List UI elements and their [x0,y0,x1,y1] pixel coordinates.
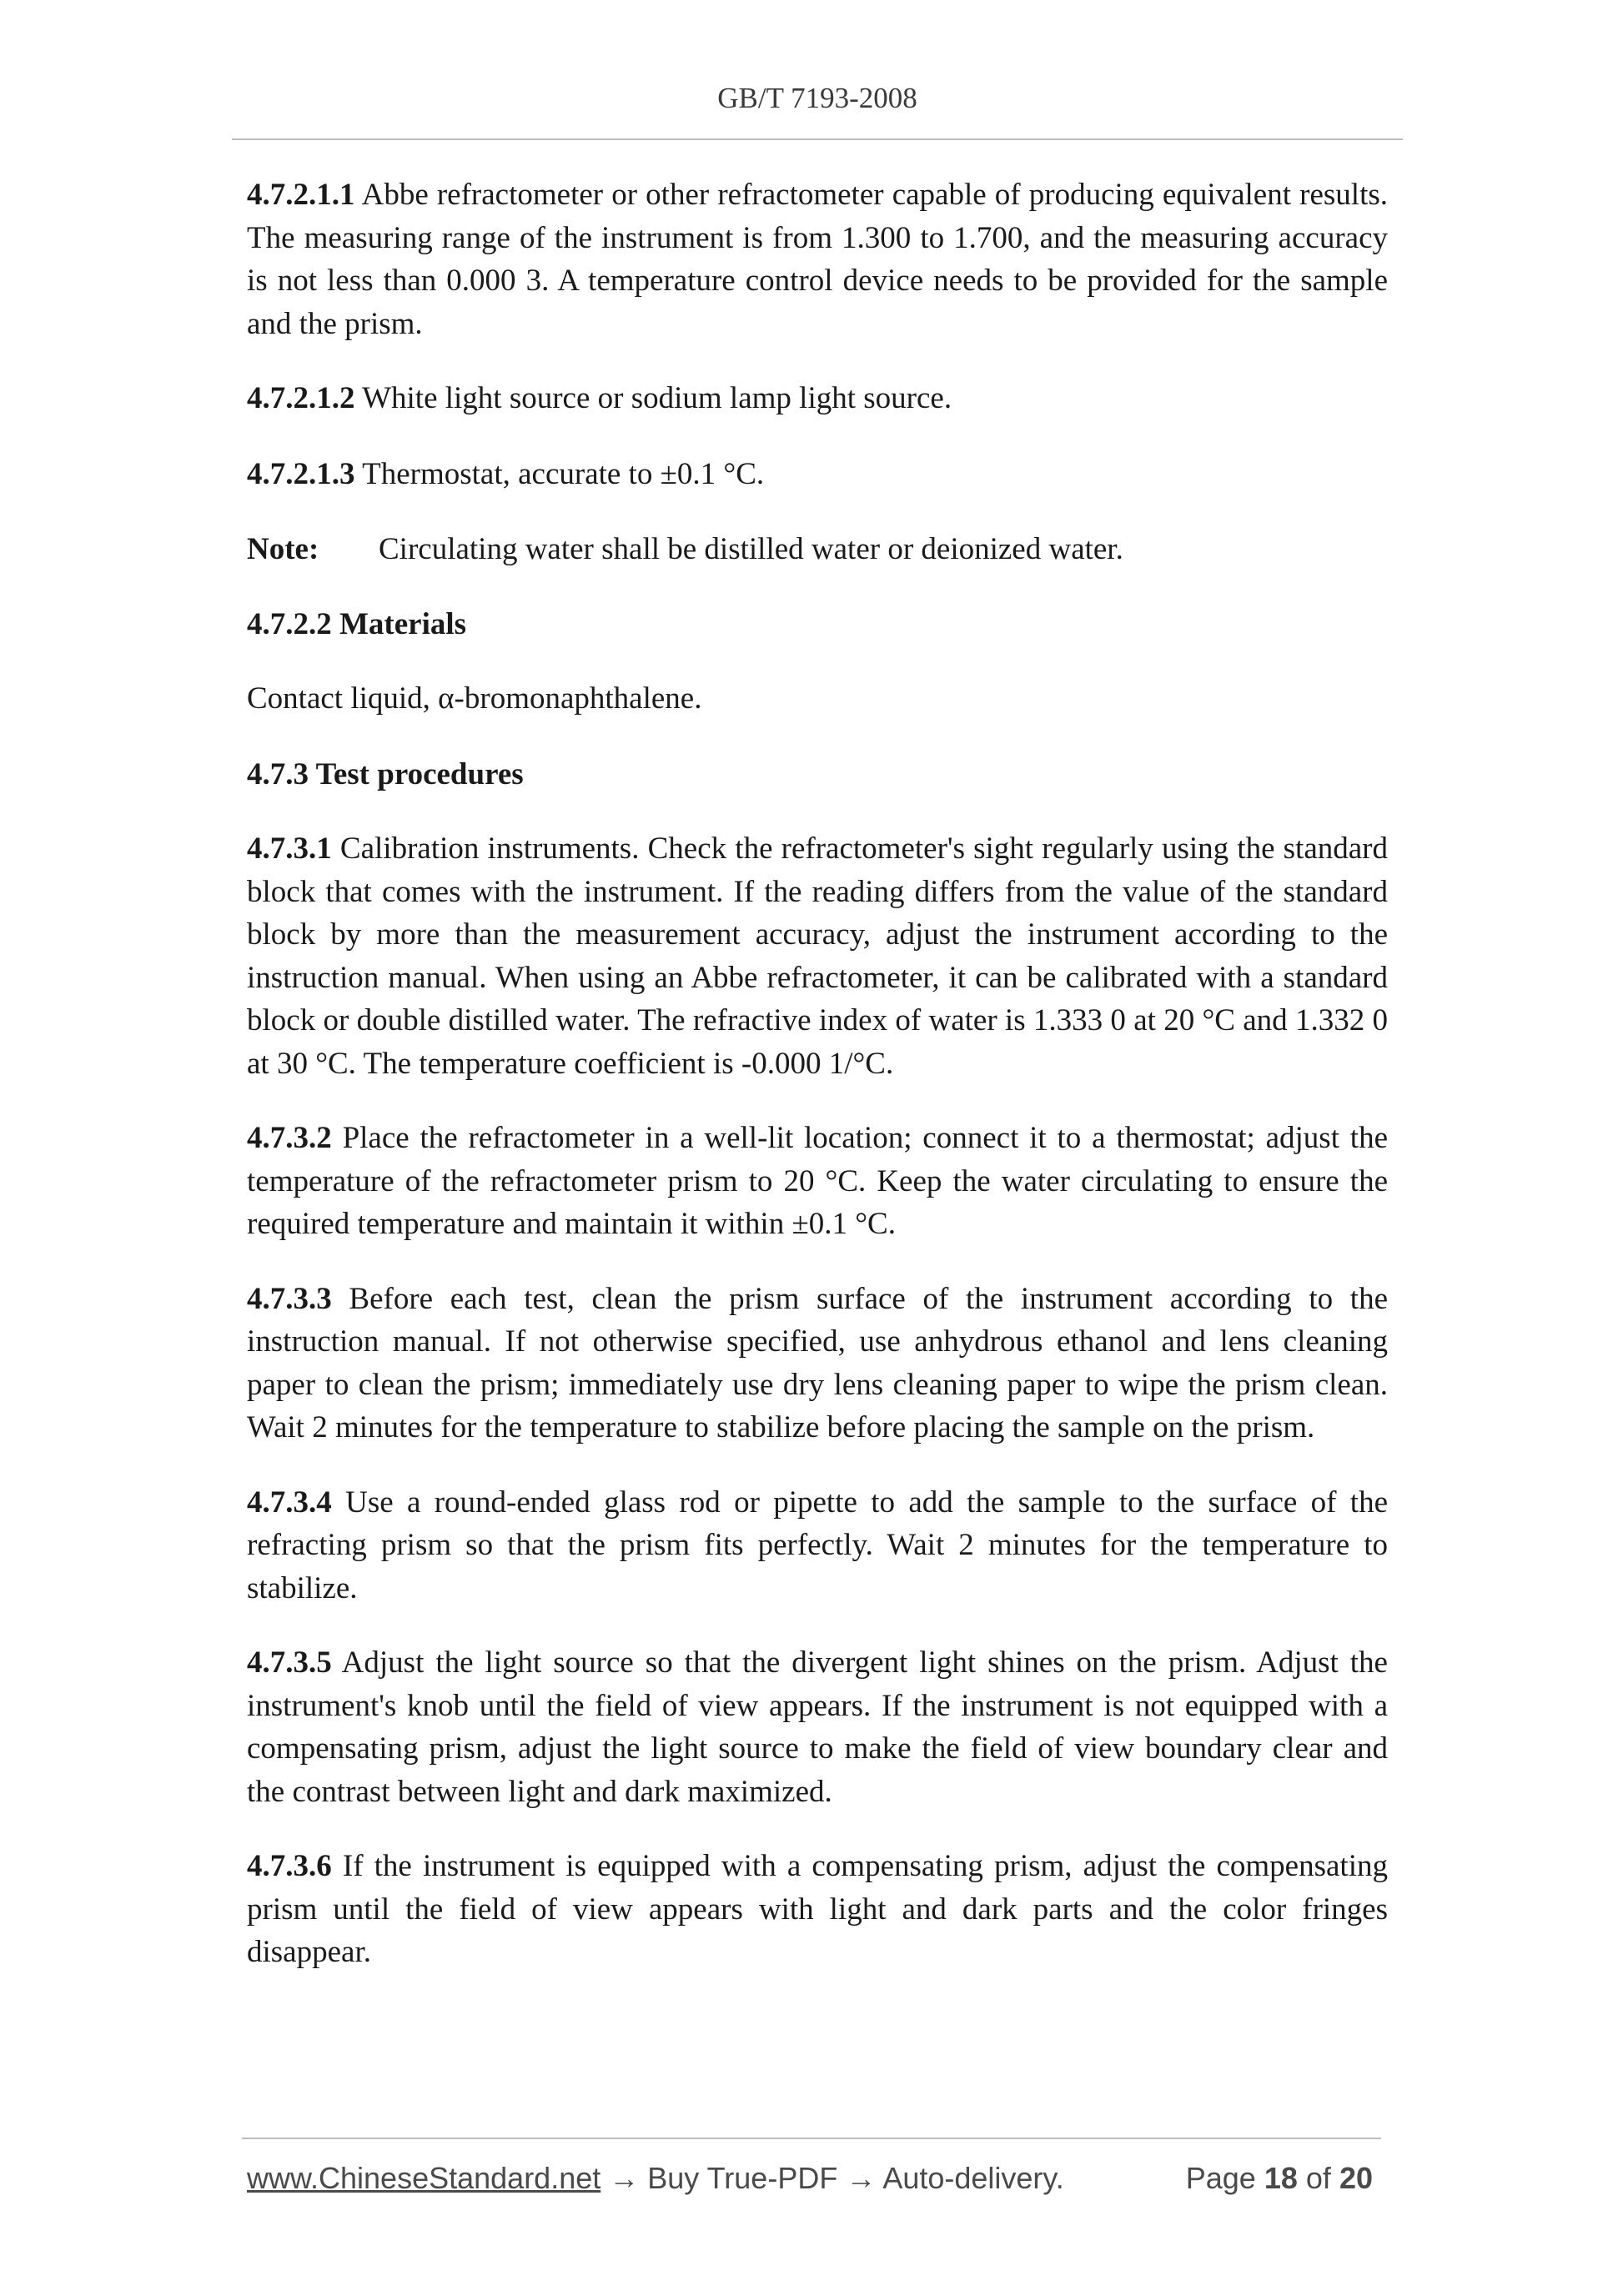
footer-promo [247,2161,1064,2196]
clause-text: Before each test, clean the prism surface of the instrument according to the instruction manual. If not otherwise specified, use anhydrous ethanol and lens cleaning paper to clean the prism; immediately use dry lens cleaning paper to wipe the prism clean. Wait 2 minutes for the temperature to stabilize before placing the sample on the prism. [247,1281,1388,1444]
clause-4-7-3-2 [247,1117,1388,1246]
clause-number: 4.7.3.5 [247,1645,332,1680]
clause-4-7-3-1 [247,827,1388,1085]
document-body [247,173,1388,2006]
clause-text: Place the refractometer in a well-lit location; connect it to a thermostat; adjust the temperature of the refractometer prism to 20 °C. Keep the water circulating to ensure the required temperature and maintain it within ±0.1 °C. [247,1121,1388,1241]
clause-4-7-3-3 [247,1278,1388,1449]
clause-4-7-2-1-3 [247,453,1388,496]
clause-text: If the instrument is equipped with a compensating prism, adjust the compensating prism until the field of view appears with light and dark parts and the color fringes disappear. [247,1849,1388,1969]
total-pages: 20 [1339,2161,1373,2195]
materials-text: Contact liquid, α-bromonaphthalene. [247,681,702,716]
clause-number: 4.7.2.1.3 [247,456,355,491]
of-word: of [1305,2161,1331,2195]
site-link[interactable]: www.ChineseStandard.net [247,2161,601,2195]
clause-text: Use a round-ended glass rod or pipette to add the sample to the surface of the refracting prism so that the prism fits perfectly. Wait 2 minutes for the temperature to stabilize. [247,1485,1388,1605]
clause-number: 4.7.2.1.1 [247,178,355,212]
clause-number: 4.7.3.2 [247,1121,332,1155]
clause-text: Thermostat, accurate to ±0.1 °C. [362,456,765,491]
clause-number: 4.7.3.1 [247,831,332,866]
page-word: Page [1185,2161,1256,2195]
clause-number: 4.7.2.1.2 [247,381,355,415]
clause-text: Adjust the light source so that the divergent light shines on the prism. Adjust the instrument's knob until the field of view appears. If the instrument is not equipped with a compensating prism, adjust the light source to make the field of view boundary clear and the contrast between light and dark maximized. [247,1645,1388,1809]
header-divider [232,138,1403,140]
document-header: GB/T 7193-2008 [717,82,917,114]
note-text: Circulating water shall be distilled water or deionized water. [379,532,1123,566]
clause-number: 4.7.3.4 [247,1485,332,1520]
current-page-number: 18 [1264,2161,1298,2195]
footer-divider [242,2138,1381,2139]
promo-text: → Buy True-PDF → Auto-delivery. [600,2161,1064,2195]
section-heading-materials: 4.7.2.2 Materials [247,606,467,641]
section-heading-test-procedures: 4.7.3 Test procedures [247,756,524,791]
clause-number: 4.7.3.3 [247,1281,332,1316]
note [247,528,1388,571]
clause-4-7-3-5 [247,1641,1388,1813]
clause-4-7-3-4 [247,1481,1388,1610]
note-label: Note: [247,532,319,566]
clause-text: Calibration instruments. Check the refractometer's sight regularly using the standard block that comes with the instrument. If the reading differs from the value of the standard block by more than the measurement accuracy, adjust the instrument according to the instruction manual. When using an Abbe refractometer, it can be calibrated with a standard block or double distilled water. The refractive index of water is 1.333 0 at 20 °C and 1.332 0 at 30 °C. The temperature coefficient is -0.000 1/°C. [247,831,1389,1081]
page-footer [247,2161,1381,2203]
clause-text: Abbe refractometer or other refractometer capable of producing equivalent results. The measuring range of the instrument is from 1.300 to 1.700, and the measuring accuracy is not less than 0.000 3. A temperature control device needs to be provided for the sample and the prism. [247,178,1388,341]
clause-4-7-2-1-2 [247,377,1388,420]
clause-4-7-3-6 [247,1845,1388,1974]
clause-4-7-2-1-1 [247,173,1388,345]
clause-number: 4.7.3.6 [247,1849,332,1883]
clause-text: White light source or sodium lamp light source. [362,381,952,415]
page-indicator [1186,2161,1373,2196]
